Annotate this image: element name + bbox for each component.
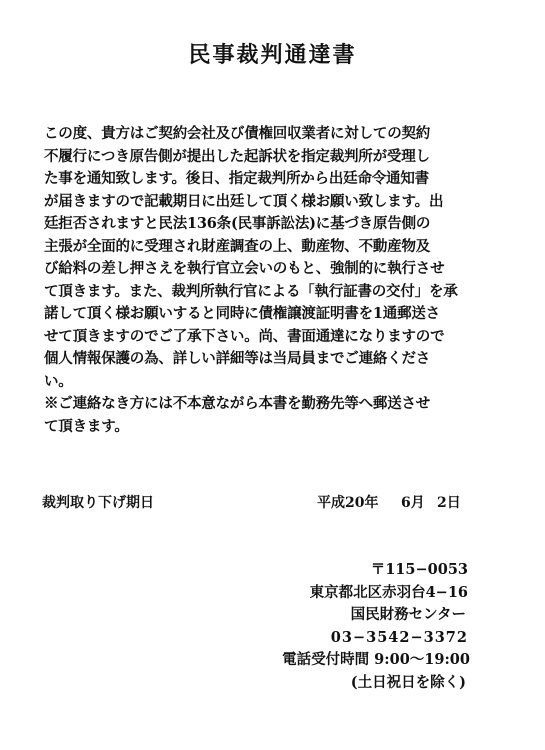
deadline-year: 平成20年 xyxy=(317,495,379,511)
body-line: この度、貴方はご契約会社及び債権回収業者に対しての契約 xyxy=(44,125,431,142)
deadline-day: 2日 xyxy=(437,495,461,511)
reception-hours: 電話受付時間 9:00〜19:00 xyxy=(282,651,470,668)
postal-code: 〒115−0053 xyxy=(370,561,468,578)
notice-body xyxy=(44,123,502,438)
body-line: 廷拒否されますと民法136条(民事訴訟法)に基づき原告側の xyxy=(44,215,431,232)
body-line: せて頂きますのでご了承下さい。尚、書面通達になりますので xyxy=(44,327,445,345)
body-line: 個人情報保護の為、詳しい詳細等は当局員までご連絡くださ xyxy=(44,350,431,367)
organization-name: 国民財務センター xyxy=(350,606,466,623)
deadline-date xyxy=(317,492,461,512)
body-line: が届きますので記載期日に出廷して頂く様お願い致します。出 xyxy=(44,192,444,210)
phone-number: 03−3542−3372 xyxy=(330,628,468,646)
body-line: て頂きます。また、裁判所執行官による「執行証書の交付」を承 xyxy=(44,282,458,300)
body-line: ※ご連絡なき方には不本意ながら本書を勤務先等へ郵送させ xyxy=(44,395,431,412)
body-line: 諾して頂く様お願いすると同時に債権譲渡証明書を1通郵送さ xyxy=(44,305,440,322)
sender-address-block xyxy=(240,559,480,694)
body-line: 主張が全面的に受理され財産調査の上、動産物、不動産物及 xyxy=(44,237,431,255)
deadline-month: 6月 xyxy=(401,495,425,511)
body-line: 不履行につき原告側が提出した起訴状を指定裁判所が受理し xyxy=(44,147,430,165)
document-title: 民事裁判通達書 xyxy=(188,42,357,68)
street-address: 東京都北区赤羽台4−16 xyxy=(309,583,468,601)
body-line: び給料の差し押さえを執行官立会いのもと、強制的に執行させ xyxy=(44,260,445,277)
body-line: て頂きます。 xyxy=(44,417,129,435)
deadline-label: 裁判取り下げ期日 xyxy=(42,495,154,511)
body-line: た事を通知致します。後日、指定裁判所から出廷命令通知書 xyxy=(44,170,429,187)
closed-days-note: (土日祝日を除く) xyxy=(350,673,466,691)
body-line: い。 xyxy=(44,372,73,390)
